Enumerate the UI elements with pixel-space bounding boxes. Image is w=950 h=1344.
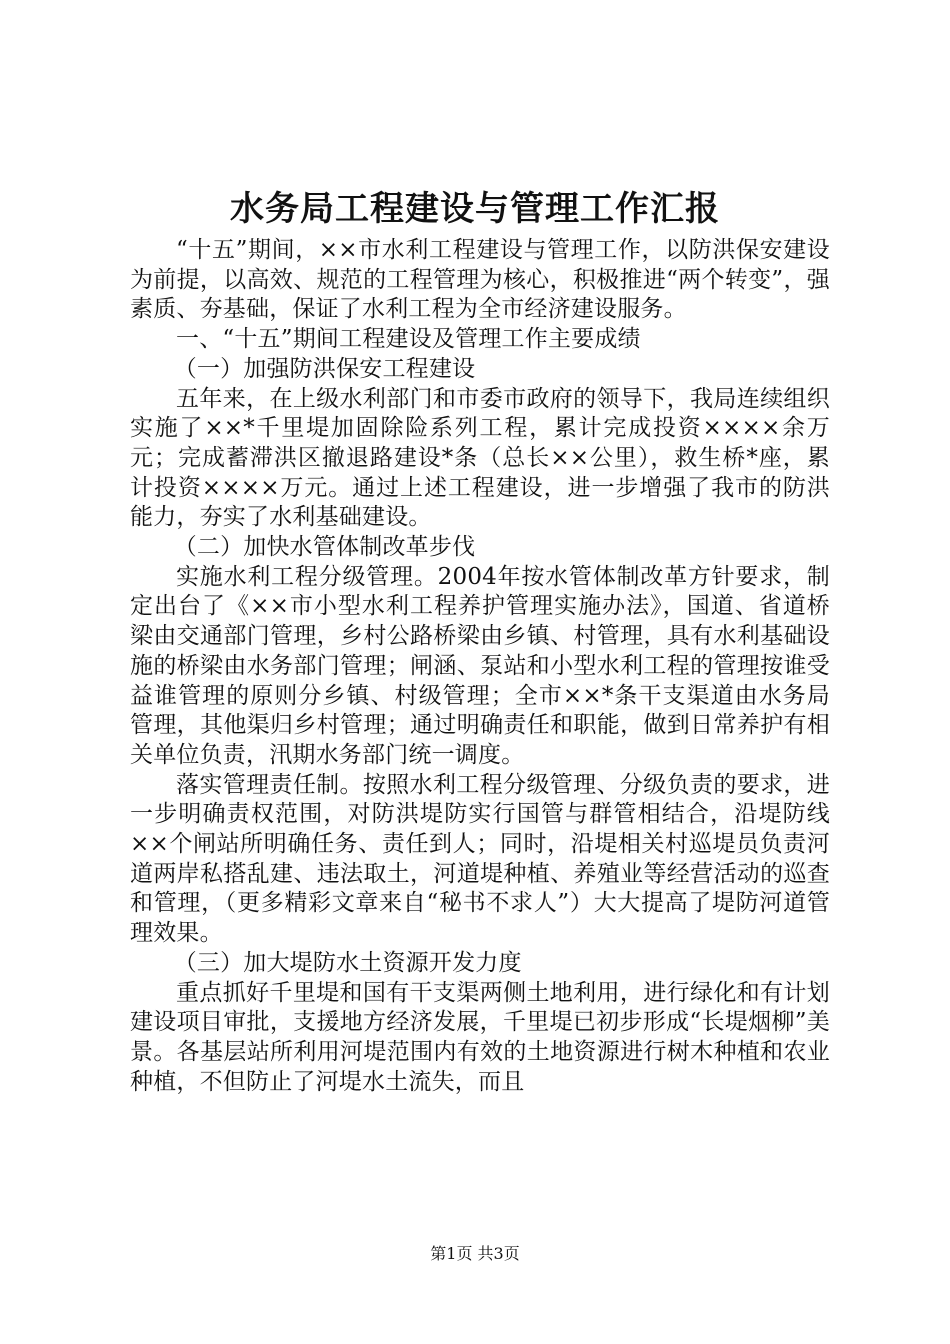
subsection-heading-2: （二）加快水管体制改革步伐 — [173, 534, 476, 561]
body-paragraph: 落实管理责任制。按照水利工程分级管理、分级负责的要求，进一步明确责权范围，对防洪堤防实行国管与群管相结合，沿堤防线××个闸站所明确任务、责任到人；同时，沿堤相关村巡堤员负责河道两岸私搭乱建、违法取土，河道堤种植、养殖业等经营活动的巡查和管理，（更多精彩文章来自“秘书不求人”）大大提高了堤防河道管理效果。 — [130, 771, 830, 947]
body-paragraph: 重点抓好千里堤和国有干支渠两侧土地利用，进行绿化和有计划建设项目审批，支援地方经济发展，千里堤已初步形成“长堤烟柳”美景。各基层站所利用河堤范围内有效的土地资源进行树木种植和农业种植，不但防止了河堤水土流失，而且 — [130, 979, 830, 1095]
body-paragraph: 五年来，在上级水利部门和市委市政府的领导下，我局连续组织实施了××*千里堤加固除险系列工程，累计完成投资××××余万元；完成蓄滞洪区撤退路建设*条（总长××公里），救生桥*座，累计投资××××万元。通过上述工程建设，进一步增强了我市的防洪能力，夯实了水利基础建设。 — [130, 385, 830, 531]
body-paragraph: 实施水利工程分级管理。2004年按水管体制改革方针要求，制定出台了《××市小型水利工程养护管理实施办法》，国道、省道桥梁由交通部门管理，乡村公路桥梁由乡镇、村管理，具有水利基础设施的桥梁由水务部门管理；闸涵、泵站和小型水利工程的管理按谁受益谁管理的原则分乡镇、村级管理；全市××*条干支渠道由水务局管理，其他渠归乡村管理；通过明确责任和职能，做到日常养护有相关单位负责，汛期水务部门统一调度。 — [130, 563, 830, 768]
section-heading-1: 一、“十五”期间工程建设及管理工作主要成绩 — [176, 326, 641, 353]
document-body — [130, 236, 830, 1097]
intro-paragraph: “十五”期间，××市水利工程建设与管理工作，以防洪保安建设为前提，以高效、规范的工程管理为核心，积极推进“两个转变”，强素质、夯基础，保证了水利工程为全市经济建设服务。 — [130, 237, 830, 323]
subsection-heading-3: （三）加大堤防水土资源开发力度 — [173, 949, 522, 976]
subsection-heading-1: （一）加强防洪保安工程建设 — [173, 355, 476, 382]
page-footer: 第1页 共3页 — [430, 1244, 520, 1263]
document-title: 水务局工程建设与管理工作汇报 — [230, 189, 720, 229]
